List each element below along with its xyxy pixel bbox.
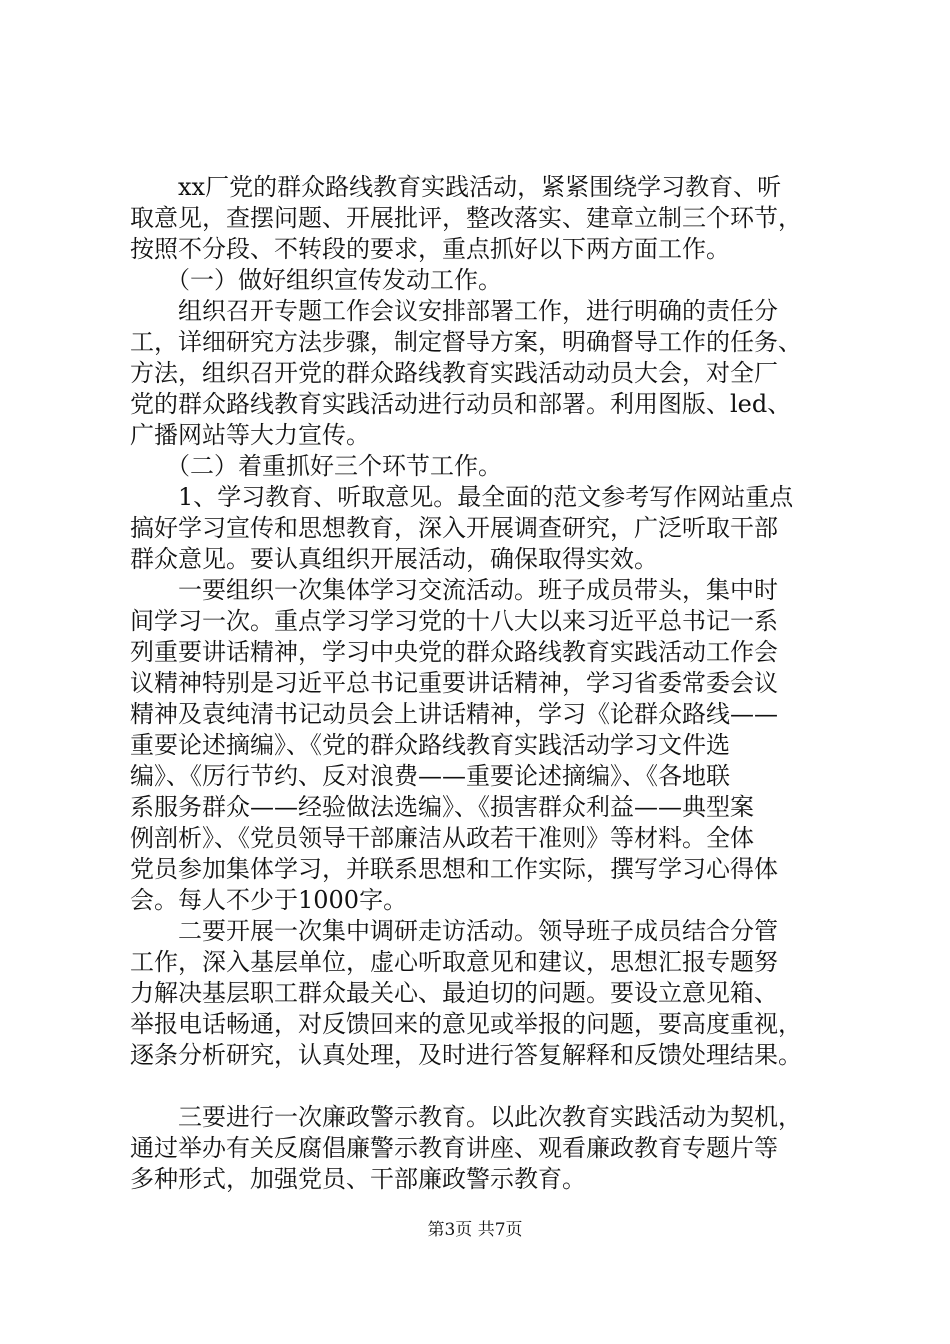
text-line: 力解决基层职工群众最关心、最迫切的问题。要设立意见箱、	[130, 979, 778, 1007]
text-line: 搞好学习宣传和思想教育，深入开展调查研究，广泛听取干部	[130, 514, 778, 542]
text-line: 重要论述摘编》、《党的群众路线教育实践活动学习文件选	[130, 731, 730, 759]
text-line: 群众意见。要认真组织开展活动，确保取得实效。	[130, 545, 658, 573]
text-line: 会。每人不少于1000字。	[130, 886, 408, 914]
document-body	[130, 172, 850, 1195]
text-line: xx厂党的群众路线教育实践活动，紧紧围绕学习教育、听	[130, 173, 782, 201]
text-line: 党员参加集体学习，并联系思想和工作实际，撰写学习心得体	[130, 855, 778, 883]
text-line: 举报电话畅通，对反馈回来的意见或举报的问题，要高度重视，	[130, 1010, 802, 1038]
text-line: 党的群众路线教育实践活动进行动员和部署。利用图版、led、	[130, 390, 792, 418]
text-line: 三要进行一次廉政警示教育。以此次教育实践活动为契机，	[130, 1103, 802, 1131]
text-line: 精神及袁纯清书记动员会上讲话精神，学习《论群众路线——	[130, 700, 778, 728]
text-line: 列重要讲话精神，学习中央党的群众路线教育实践活动工作会	[130, 638, 778, 666]
text-line: 工，详细研究方法步骤，制定督导方案，明确督导工作的任务、	[130, 328, 802, 356]
text-line: 取意见，查摆问题、开展批评，整改落实、建章立制三个环节，	[130, 204, 802, 232]
text-line: 逐条分析研究，认真处理，及时进行答复解释和反馈处理结果。	[130, 1041, 802, 1069]
text-line: 通过举办有关反腐倡廉警示教育讲座、观看廉政教育专题片等	[130, 1134, 778, 1162]
text-line: （二）着重抓好三个环节工作。	[130, 452, 502, 480]
text-line: 组织召开专题工作会议安排部署工作，进行明确的责任分	[130, 297, 778, 325]
text-line: 间学习一次。重点学习学习党的十八大以来习近平总书记一系	[130, 607, 778, 635]
text-line: 按照不分段、不转段的要求，重点抓好以下两方面工作。	[130, 235, 730, 263]
page-footer: 第3页 共7页	[427, 1220, 523, 1240]
text-line: 例剖析》、《党员领导干部廉洁从政若干准则》等材料。全体	[130, 824, 754, 852]
blank-line	[130, 1071, 850, 1102]
text-line: 广播网站等大力宣传。	[130, 421, 370, 449]
text-line: （一）做好组织宣传发动工作。	[130, 266, 502, 294]
text-line: 1、学习教育、听取意见。最全面的范文参考写作网站重点	[130, 483, 794, 511]
text-line: 一要组织一次集体学习交流活动。班子成员带头，集中时	[130, 576, 778, 604]
text-line: 议精神特别是习近平总书记重要讲话精神，学习省委常委会议	[130, 669, 778, 697]
text-line: 方法，组织召开党的群众路线教育实践活动动员大会，对全厂	[130, 359, 778, 387]
text-line: 二要开展一次集中调研走访活动。领导班子成员结合分管	[130, 917, 778, 945]
text-line: 工作，深入基层单位，虚心听取意见和建议，思想汇报专题努	[130, 948, 778, 976]
text-line: 系服务群众——经验做法选编》、《损害群众利益——典型案	[130, 793, 754, 821]
text-line: 多种形式，加强党员、干部廉政警示教育。	[130, 1165, 586, 1193]
text-line: 编》、《厉行节约、反对浪费——重要论述摘编》、《各地联	[130, 762, 730, 790]
